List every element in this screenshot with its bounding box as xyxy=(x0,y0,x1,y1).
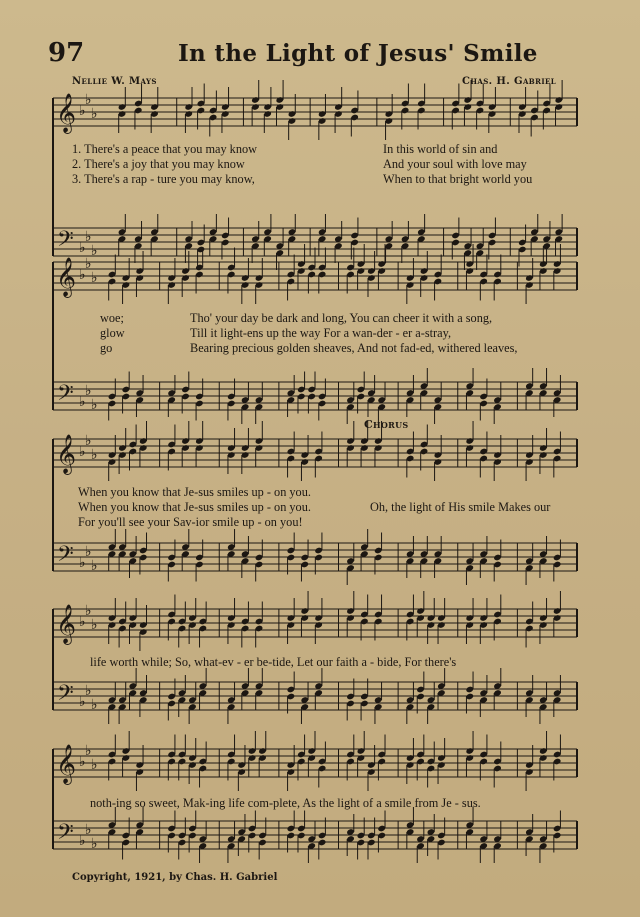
lyric-line: Bearing precious golden sheaves, And not fad-ed, withered leaves, xyxy=(190,341,518,355)
lyric-line: go xyxy=(100,341,113,355)
lyric-line: glow xyxy=(100,326,125,340)
lyric-line: Till it light-ens up the way For a wan-der - er a-stray, xyxy=(190,326,452,340)
flat-icon: ♭ xyxy=(79,614,86,630)
chorus-label: Chorus xyxy=(364,418,409,431)
lyric-line: And your soul with love may xyxy=(383,157,527,171)
composer-credit: Chas. H. Gabriel xyxy=(462,76,557,87)
treble-clef-icon: 𝄞 xyxy=(56,604,77,644)
flat-icon: ♭ xyxy=(79,444,86,460)
flat-icon: ♭ xyxy=(91,447,98,463)
flat-icon: ♭ xyxy=(85,383,92,399)
lyric-line: woe; xyxy=(100,311,124,325)
treble-clef-icon: 𝄞 xyxy=(56,93,77,133)
flat-icon: ♭ xyxy=(79,555,86,571)
lyric-line: 1. There's a peace that you may know xyxy=(72,142,258,156)
lyric-line: Tho' your day be dark and long, You can cheer it with a song, xyxy=(190,311,493,325)
flat-icon: ♭ xyxy=(79,754,86,770)
bass-clef-icon: 𝄢 xyxy=(57,381,74,411)
lyric-line: In this world of sin and xyxy=(383,142,498,156)
lyric-line: noth-ing so sweet, Mak-ing life com-plete, As the light of a smile from Je - sus. xyxy=(90,796,481,810)
flat-icon: ♭ xyxy=(85,603,92,619)
flat-icon: ♭ xyxy=(85,544,92,560)
lyric-line: When you know that Je-sus smiles up - on you. xyxy=(78,485,311,499)
bass-clef-icon: 𝄢 xyxy=(57,542,74,572)
flat-icon: ♭ xyxy=(91,270,98,286)
flat-icon: ♭ xyxy=(79,694,86,710)
flat-icon: ♭ xyxy=(79,240,86,256)
flat-icon: ♭ xyxy=(85,229,92,245)
hymn-number: 97 xyxy=(48,38,85,68)
lyric-line: For you'll see your Sav-ior smile up - on you! xyxy=(78,515,303,529)
treble-clef-icon: 𝄞 xyxy=(56,257,77,297)
bass-clef-icon: 𝄢 xyxy=(57,820,74,850)
lyric-line: life worth while; So, what-ev - er be-tide, Let our faith a - bide, For there's xyxy=(90,655,457,669)
flat-icon: ♭ xyxy=(85,92,92,108)
flat-icon: ♭ xyxy=(91,558,98,574)
flat-icon: ♭ xyxy=(79,103,86,119)
lyricist-credit: Nellie W. Mays xyxy=(72,76,157,87)
lyric-line: When to that bright world you xyxy=(383,172,533,186)
flat-icon: ♭ xyxy=(79,833,86,849)
flat-icon: ♭ xyxy=(91,697,98,713)
flat-icon: ♭ xyxy=(91,243,98,259)
flat-icon: ♭ xyxy=(85,256,92,272)
bass-clef-icon: 𝄢 xyxy=(57,681,74,711)
flat-icon: ♭ xyxy=(91,757,98,773)
flat-icon: ♭ xyxy=(91,836,98,852)
flat-icon: ♭ xyxy=(91,617,98,633)
flat-icon: ♭ xyxy=(85,683,92,699)
flat-icon: ♭ xyxy=(79,394,86,410)
treble-clef-icon: 𝄞 xyxy=(56,744,77,784)
flat-icon: ♭ xyxy=(91,397,98,413)
lyric-line: Oh, the light of His smile Makes our xyxy=(370,500,551,514)
flat-icon: ♭ xyxy=(79,267,86,283)
flat-icon: ♭ xyxy=(85,743,92,759)
bass-clef-icon: 𝄢 xyxy=(57,227,74,257)
flat-icon: ♭ xyxy=(85,433,92,449)
treble-clef-icon: 𝄞 xyxy=(56,434,77,474)
flat-icon: ♭ xyxy=(85,822,92,838)
copyright-notice: Copyright, 1921, by Chas. H. Gabriel xyxy=(72,872,278,883)
lyric-line: 2. There's a joy that you may know xyxy=(72,157,245,171)
lyric-line: When you know that Je-sus smiles up - on you. xyxy=(78,500,311,514)
hymn-title: In the Light of Jesus' Smile xyxy=(178,40,538,67)
flat-icon: ♭ xyxy=(91,106,98,122)
lyric-line: 3. There's a rap - ture you may know, xyxy=(72,172,255,186)
